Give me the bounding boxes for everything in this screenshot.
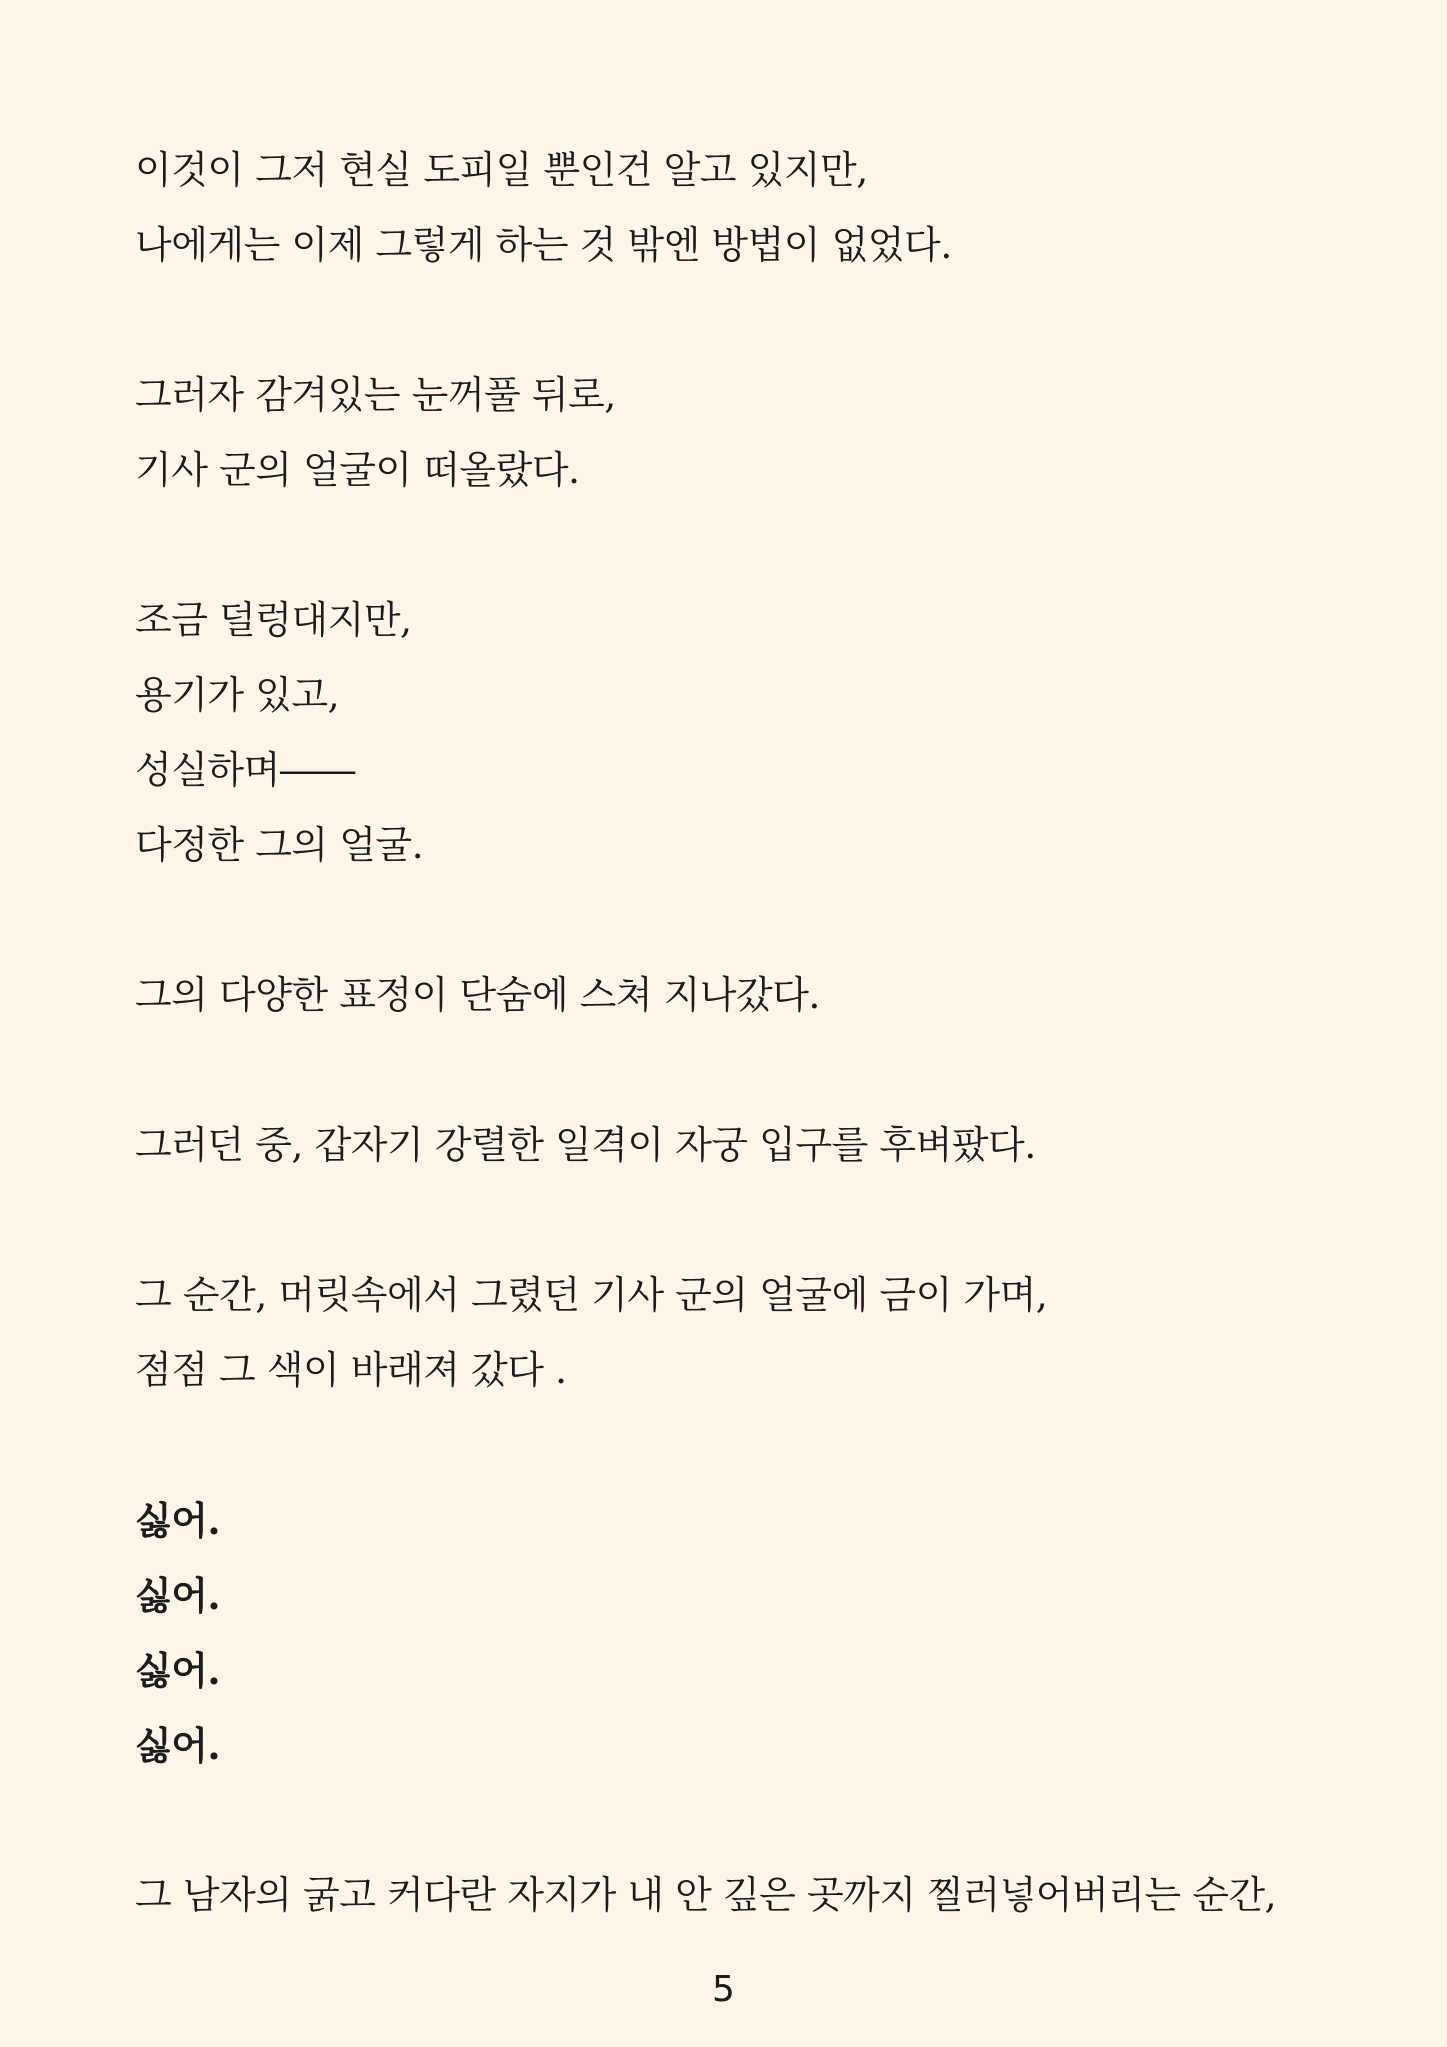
paragraph-gap [135, 1783, 1315, 1858]
text-line: 나에게는 이제 그렇게 하는 것 밖엔 방법이 없었다. [135, 223, 952, 267]
text-line: 싫어. [135, 1498, 221, 1543]
text-line: 그 순간, 머릿속에서 그렸던 기사 군의 얼굴에 금이 가며, [135, 1273, 1048, 1317]
paragraph [135, 1258, 1315, 1408]
paragraph-gap [135, 1183, 1315, 1258]
paragraph-gap [135, 283, 1315, 358]
text-line: 싫어. [135, 1573, 221, 1618]
text-line: 싫어. [135, 1648, 221, 1693]
paragraph [135, 1483, 1315, 1783]
paragraph [135, 958, 1315, 1033]
text-line: 기사 군의 얼굴이 떠올랐다. [135, 448, 580, 492]
page-number: 5 [712, 1969, 735, 2010]
text-line: 다정한 그의 얼굴. [135, 823, 424, 867]
paragraph [135, 1108, 1315, 1183]
text-line: 그 남자의 굵고 커다란 자지가 내 안 깊은 곳까지 찔러넣어버리는 순간, [135, 1873, 1277, 1917]
text-line: 용기가 있고, [135, 673, 340, 717]
paragraph [135, 583, 1315, 883]
paragraph-gap [135, 508, 1315, 583]
text-line: 그러던 중, 갑자기 강렬한 일격이 자궁 입구를 후벼팠다. [135, 1123, 1036, 1167]
text-line: 그러자 감겨있는 눈꺼풀 뒤로, [135, 373, 616, 417]
paragraph [135, 1858, 1315, 1933]
text-line: 그의 다양한 표정이 단숨에 스쳐 지나갔다. [135, 973, 821, 1017]
paragraph [135, 358, 1315, 508]
text-line: 이것이 그저 현실 도피일 뿐인건 알고 있지만, [135, 148, 868, 192]
page-body [135, 133, 1315, 1933]
text-line: 성실하며―― [135, 748, 355, 792]
text-line: 점점 그 색이 바래져 갔다 . [135, 1348, 567, 1392]
paragraph-gap [135, 1033, 1315, 1108]
paragraph-gap [135, 883, 1315, 958]
text-line: 조금 덜렁대지만, [135, 598, 412, 642]
text-line: 싫어. [135, 1723, 221, 1768]
paragraph [135, 133, 1315, 283]
paragraph-gap [135, 1408, 1315, 1483]
